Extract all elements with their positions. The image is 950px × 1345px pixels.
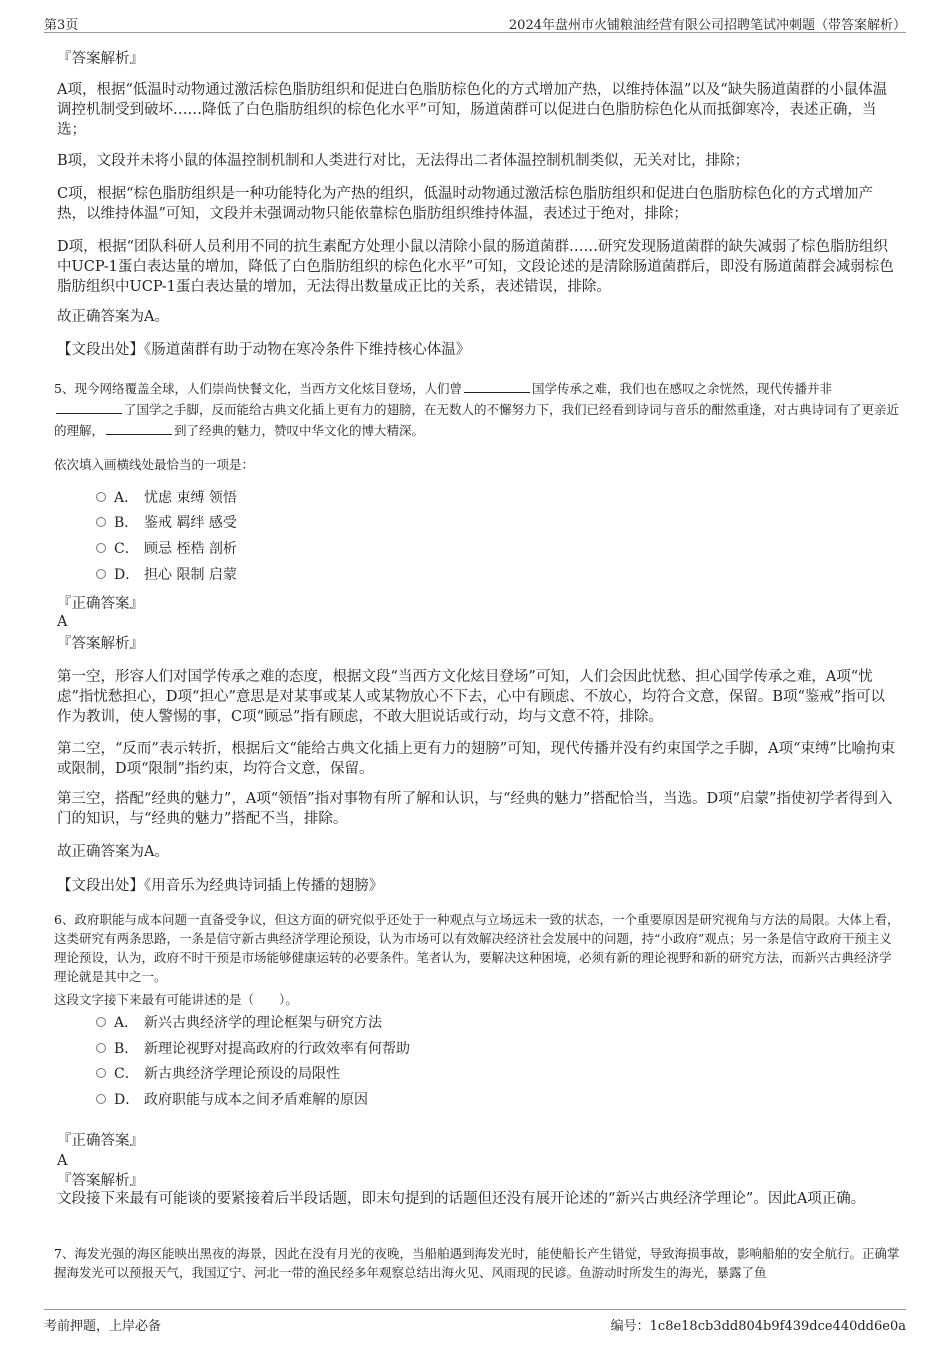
q5-analysis-blank-1: 第一空，形容人们对国学传承之难的态度，根据文段“当西方文化炫目登场”可知，人们会因此忧愁、担心国学传承之难，A项“忧虑”指忧愁担心，D项“担心”意思是对某事或某人或某物放心不下去，心中有顾虑、不放心，均符合文意，保留。B项“鉴戒”指可以作为教训，使人警惕的事，C项“顾忌”指有顾虑，不敢大胆说话或行动，均与文意不符，排除。 (57, 669, 885, 725)
q6-prompt: 这段文字接下来最有可能讲述的是（ ）。 (54, 992, 298, 1007)
radio-icon[interactable] (96, 1043, 106, 1053)
radio-icon[interactable] (96, 1094, 106, 1104)
q5-conclusion: 故正确答案为A。 (57, 844, 169, 860)
q4-analysis-option-a: A项，根据“低温时动物通过激活棕色脂肪组织和促进白色脂肪棕色化的方式增加产热，以维持体温”以及“缺失肠道菌群的小鼠体温调控机制受到破坏……降低了白色脂肪组织的棕色化水平”可知，肠道菌群可以促进白色脂肪棕色化从而抵御寒冷，表述正确，当选； (57, 82, 888, 138)
document-title: 2024年盘州市火铺粮油经营有限公司招聘笔试冲刺题（带答案解析） (508, 18, 906, 33)
page-footer (44, 1309, 906, 1336)
q5-stem: 5、现今网络覆盖全球，人们崇尚快餐文化，当西方文化炫目登场，人们曾 国学传承之难，我们也在感叹之余恍然，现代传播并非了国学之手脚，反而能给古典文化插上更有力的翅膀，在无数人的不懈努力下，我们已经看到诗词与音乐的酣然重逢，对古典诗词有了更亲近的理解， 到了经典的魅力，赞叹中华文化的博大精深。 (54, 381, 900, 438)
q6-correct-label: 『正确答案』 (57, 1133, 144, 1149)
radio-icon[interactable] (96, 1017, 106, 1027)
q6-option-b[interactable]: B． 新理论视野对提高政府的行政效率有何帮助 (96, 1038, 410, 1060)
footer-slogan: 考前押题，上岸必备 (44, 1319, 162, 1334)
document-serial: 编号：1c8e18cb3dd804b9f439dce440dd6e0a (610, 1319, 906, 1334)
q4-analysis-option-d: D项，根据“团队科研人员利用不同的抗生素配方处理小鼠以清除小鼠的肠道菌群……研究发现肠道菌群的缺失减弱了棕色脂肪组织中UCP-1蛋白表达量的增加，降低了白色脂肪组织的棕色化水平”可知，文段论述的是清除肠道菌群后，即没有肠道菌群会减弱棕色脂肪组织中UCP-1蛋白表达量的增加，无法得出数量成正比的关系，表述错误，排除。 (57, 239, 894, 295)
radio-icon[interactable] (96, 543, 106, 553)
q6-option-a[interactable]: A． 新兴古典经济学的理论框架与研究方法 (96, 1012, 382, 1034)
q6-option-d[interactable]: D． 政府职能与成本之间矛盾难解的原因 (96, 1089, 368, 1111)
q4-analysis-label: 『答案解析』 (57, 51, 144, 67)
q7-stem: 7、海发光强的海区能映出黑夜的海景，因此在没有月光的夜晚，当船舶遇到海发光时，能使船长产生错觉，导致海损事故，影响船舶的安全航行。正确掌握海发光可以预报天气，我国辽宁、河北一带的渔民经多年观察总结出海火见、风雨现的民谚。鱼游动时所发生的海光，暴露了鱼 (54, 1246, 900, 1280)
radio-icon[interactable] (96, 492, 106, 502)
page-header (44, 12, 906, 33)
q6-analysis-label: 『答案解析』 (57, 1173, 144, 1189)
blank-3 (106, 422, 172, 435)
q6-correct-answer: A (57, 1153, 68, 1169)
page-number: 第3页 (44, 18, 79, 33)
blank-2 (56, 401, 122, 414)
q5-option-d[interactable]: D． 担心 限制 启蒙 (96, 564, 237, 586)
q5-source: 【文段出处】《用音乐为经典诗词插上传播的翅膀》 (57, 878, 384, 894)
q6-stem: 6、政府职能与成本问题一直备受争议，但这方面的研究似乎还处于一种观点与立场远未一致的状态，一个重要原因是研究视角与方法的局限。大体上看，这类研究有两条思路，一条是信守新古典经济学理论预设，认为市场可以有效解决经济社会发展中的问题，持“小政府”观点；另一条是信守政府干预主义理论预设，认为，政府不时干预是市场能够健康运转的必要条件。笔者认为，要解决这种困境，必须有新的理论视野和新的研究方法，而新兴古典经济学理论就是其中之一。 (54, 912, 900, 984)
radio-icon[interactable] (96, 517, 106, 527)
q5-correct-answer: A (57, 614, 68, 630)
radio-icon[interactable] (96, 569, 106, 579)
q6-option-c[interactable]: C． 新古典经济学理论预设的局限性 (96, 1063, 340, 1085)
q5-correct-label: 『正确答案』 (57, 596, 144, 612)
q5-analysis-label: 『答案解析』 (57, 636, 144, 652)
q5-option-c[interactable]: C． 顾忌 桎梏 剖析 (96, 538, 237, 560)
radio-icon[interactable] (96, 1068, 106, 1078)
q5-analysis-blank-2: 第二空，“反而”表示转折，根据后文“能给古典文化插上更有力的翅膀”可知，现代传播并没有约束国学之手脚，A项“束缚”比喻拘束或限制，D项“限制”指约束，均符合文意，保留。 (57, 741, 895, 777)
q4-conclusion: 故正确答案为A。 (57, 309, 169, 325)
q5-option-a[interactable]: A． 忧虑 束缚 领悟 (96, 487, 237, 509)
q6-analysis: 文段接下来最有可能谈的要紧接着后半段话题，即末句提到的话题但还没有展开论述的“新兴古典经济学理论”。因此A项正确。 (57, 1191, 866, 1207)
q5-option-b[interactable]: B． 鉴戒 羁绊 感受 (96, 512, 237, 534)
q4-analysis-option-b: B项，文段并未将小鼠的体温控制机制和人类进行对比，无法得出二者体温控制机制类似，无关对比，排除； (57, 153, 750, 169)
q4-analysis-option-c: C项，根据“棕色脂肪组织是一种功能特化为产热的组织，低温时动物通过激活棕色脂肪组织和促进白色脂肪棕色化的方式增加产热，以维持体温”可知，文段并未强调动物只能依靠棕色脂肪组织维持体温，表述过于绝对，排除； (57, 186, 874, 222)
blank-1 (464, 380, 530, 393)
q5-analysis-blank-3: 第三空，搭配“经典的魅力”，A项“领悟”指对事物有所了解和认识，与“经典的魅力”搭配恰当，当选。D项“启蒙”指使初学者得到入门的知识，与“经典的魅力”搭配不当，排除。 (57, 791, 893, 827)
q5-prompt: 依次填入画横线处最恰当的一项是： (54, 457, 255, 472)
q4-source: 【文段出处】《肠道菌群有助于动物在寒冷条件下维持核心体温》 (57, 342, 471, 358)
